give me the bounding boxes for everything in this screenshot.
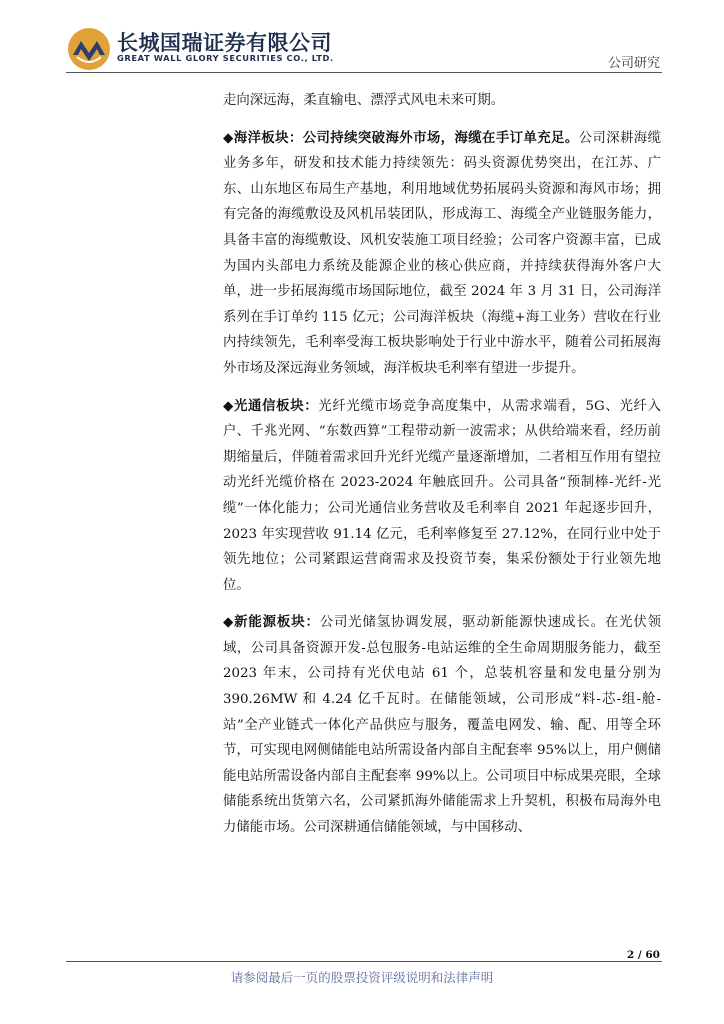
- page-header: [0, 0, 724, 80]
- paragraph-new-energy: [223, 610, 661, 840]
- paragraph-marine: [223, 126, 661, 382]
- paragraph-intro-tail: [223, 88, 661, 114]
- company-name-cn: 长城国瑞证券有限公司: [117, 31, 332, 55]
- paragraph-lead: ◆光通信板块：: [223, 397, 319, 414]
- disclaimer-link[interactable]: 请参阅最后一页的股票投资评级说明和法律声明: [230, 970, 494, 985]
- paragraph-optical: [223, 394, 661, 599]
- header-divider: [66, 72, 662, 73]
- paragraph-lead: ◆海洋板块：公司持续突破海外市场，海缆在手订单充足。: [223, 129, 579, 146]
- report-body: [223, 88, 661, 853]
- footer-divider: [66, 961, 662, 962]
- paragraph-text: 公司光储氢协调发展，驱动新能源快速成长。在光伏领域，公司具备资源开发-总包服务-电站运维的全生命周期服务能力，截至 2023 年末，公司持有光伏电站 61 个，总装机容量和发电量分别为 390.26MW 和 4.24 亿千瓦时。在储能领域，公司形成“料-芯-组-舱-站”全产业链式一体化产品供应与服务，覆盖电网发、输、配、用等全环节，可实现电网侧储能电站所需设备内部自主配套率 95%以上，用户侧储能电站所需设备内部自主配套率 99%以上。公司项目中标成果亮眼，全球储能系统出货第六名，公司紧抓海外储能需求上升契机，积极布局海外电力储能市场。公司深耕通信储能领域，与中国移动、: [223, 615, 661, 836]
- page-number: 2 / 60: [626, 949, 660, 961]
- company-logo-icon: [67, 27, 111, 71]
- paragraph-text: 走向深远海，柔直输电、漂浮式风电未来可期。: [223, 93, 505, 108]
- paragraph-lead: ◆新能源板块：: [223, 614, 320, 631]
- paragraph-text: 公司深耕海缆业务多年，研发和技术能力持续领先：码头资源优势突出，在江苏、广东、山东地区布局生产基地，利用地域优势拓展码头资源和海风市场；拥有完备的海缆敷设及风机吊装团队，形成海工、海缆全产业链服务能力，具备丰富的海缆敷设、风机安装施工项目经验；公司客户资源丰富，已成为国内头部电力系统及能源企业的核心供应商，并持续获得海外客户大单，进一步拓展海缆市场国际地位，截至 2024 年 3 月 31 日，公司海洋系列在手订单约 115 亿元；公司海洋板块（海缆+海工业务）营收在行业内持续领先，毛利率受海工板块影响处于行业中游水平，随着公司拓展海外市场及深远海业务领域，海洋板块毛利率有望进一步提升。: [223, 130, 661, 376]
- paragraph-text: 光纤光缆市场竞争高度集中，从需求端看，5G、光纤入户、千兆光网、“东数西算”工程带动新一波需求；从供给端来看，经历前期缩量后，伴随着需求回升光纤光缆产量逐渐增加，二者相互作用有望拉动光纤光缆价格在 2023-2024 年触底回升。公司具备“预制棒-光纤-光缆”一体化能力；公司光通信业务营收及毛利率自 2021 年起逐步回升，2023 年实现营收 91.14 亿元，毛利率修复至 27.12%，在同行业中处于领先地位；公司紧跟运营商需求及投资节奏，集采份额处于行业领先地位。: [223, 398, 661, 593]
- company-name-en: GREAT WALL GLORY SECURITIES CO., LTD.: [117, 53, 334, 63]
- section-label: 公司研究: [607, 56, 660, 71]
